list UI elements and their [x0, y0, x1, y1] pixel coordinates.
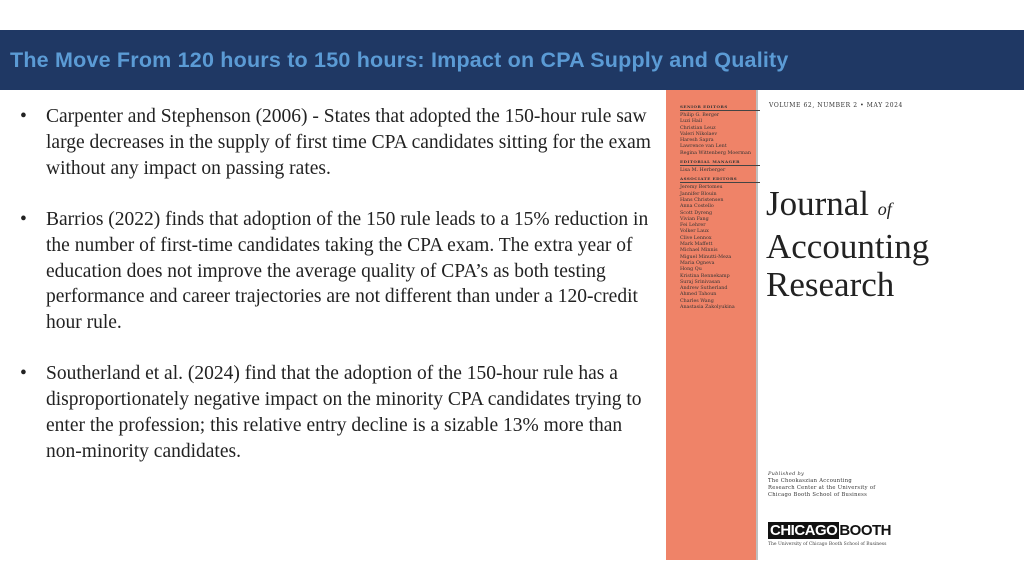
- editor-name: Scott Dyreng: [680, 210, 713, 216]
- editor-name: Regina Wittenberg Moerman: [680, 150, 751, 156]
- publisher-line: Research Center at the University of: [768, 485, 876, 491]
- editor-name: Clive Lennox: [680, 235, 712, 241]
- logo-subtitle: The University of Chicago Booth School of Business: [768, 542, 887, 547]
- editor-name: Valeri Nikolaev: [680, 131, 718, 137]
- journal-title-line1: Journal: [766, 184, 870, 223]
- associate-editors-heading: ASSOCIATE EDITORS: [680, 176, 760, 183]
- title-banner: [0, 30, 1024, 90]
- journal-title-line2: Accounting: [766, 227, 930, 266]
- editor-name: Miguel Minutti-Meza: [680, 254, 732, 260]
- editor-name: Luzi Hail: [680, 119, 702, 125]
- editor-name: Hong Qu: [680, 267, 702, 273]
- journal-title: [766, 185, 929, 304]
- logo-booth: BOOTH: [839, 522, 892, 539]
- published-by-label: Published by: [768, 471, 805, 477]
- chicago-booth-logo: [768, 522, 891, 539]
- journal-title-line3: Research: [766, 265, 895, 304]
- editor-name: Volker Laux: [680, 229, 709, 235]
- bullet-text: Barrios (2022) finds that adoption of the 150 rule leads to a 15% reduction in the number of first-time candidates taking the CPA exam. The extra year of education does not improve the average quality of CPA’s as both testing performance and career trajectories are not different than under a 120-credit hour rule.: [46, 208, 649, 334]
- editor-name: Christian Leuz: [680, 125, 716, 131]
- publisher-block: [768, 471, 918, 499]
- slide-title: The Move From 120 hours to 150 hours: Impact on CPA Supply and Quality: [10, 47, 789, 72]
- publisher-line: The Chookaszian Accounting: [768, 478, 853, 484]
- bullet-item: [20, 104, 660, 182]
- editor-name: Fei Lehrer: [680, 223, 706, 229]
- bullet-text: Southerland et al. (2024) find that the adoption of the 150-hour rule has a disproportionately negative impact on the minority CPA candidates trying to enter the profession; this relative entry decline is a sizable 13% more than non-minority candidates.: [46, 363, 642, 462]
- editor-name: Lawrence van Lent: [680, 144, 727, 150]
- editor-name: Philip G. Berger: [680, 113, 720, 118]
- editor-name: Anastasia Zakolyukina: [680, 305, 735, 311]
- editor-name: Maria Ogneva: [680, 260, 715, 266]
- editor-name: Vivian Fang: [680, 216, 709, 222]
- editor-name: Michael Minnis: [680, 248, 718, 254]
- editor-name: Anna Costello: [680, 204, 714, 210]
- editor-name: Kristina Rennekamp: [680, 273, 730, 279]
- senior-editors-heading: SENIOR EDITORS: [680, 104, 760, 111]
- bullet-item: [20, 207, 660, 337]
- editor-name: Hans Christensen: [680, 197, 724, 203]
- logo-chicago: CHICAGO: [770, 522, 838, 539]
- editor-name: Haresh Sapra: [680, 138, 714, 144]
- bullet-marker: •: [20, 208, 27, 230]
- bullet-text: Carpenter and Stephenson (2006) - States that adopted the 150-hour rule saw large decreases in the supply of first time CPA candidates sitting for the exam without any impact on passing rates.: [46, 106, 651, 179]
- bullet-list: [20, 104, 660, 490]
- editorial-manager-heading: EDITORIAL MANAGER: [680, 159, 760, 166]
- volume-label: VOLUME 62, NUMBER 2 • MAY 2024: [769, 102, 903, 109]
- editor-name: Suraj Srinivasan: [680, 279, 721, 285]
- journal-cover-image: [666, 90, 1024, 560]
- bullet-marker: •: [20, 106, 27, 127]
- editor-name: Mark Maffett: [680, 242, 713, 248]
- editor-name: Ahmed Tahoun: [680, 292, 717, 298]
- bullet-item: [20, 361, 660, 465]
- editor-list: [680, 102, 760, 311]
- editor-name: Jannifer Blouin: [680, 191, 717, 197]
- editor-name: Lisa M. Herberger: [680, 168, 726, 174]
- editor-name: Jeremy Bertomeu: [680, 185, 723, 191]
- editor-name: Andrew Sutherland: [680, 286, 728, 292]
- journal-title-of: of: [877, 199, 892, 219]
- bullet-marker: •: [20, 363, 27, 385]
- publisher-line: Chicago Booth School of Business: [768, 492, 868, 498]
- editor-name: Charles Wang: [680, 298, 714, 304]
